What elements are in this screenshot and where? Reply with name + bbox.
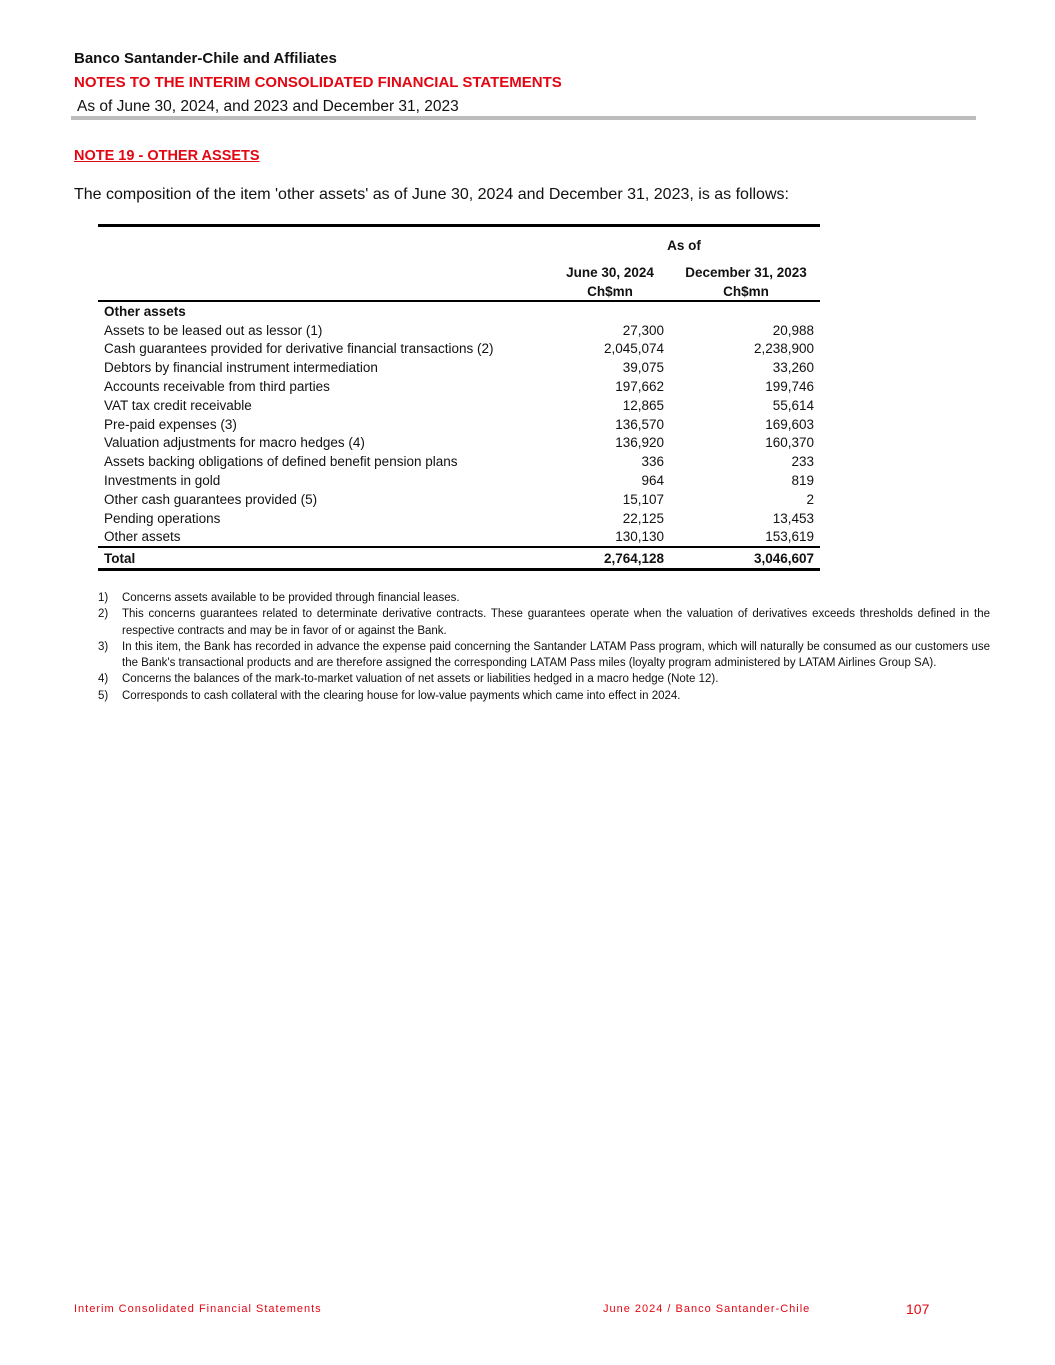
table-row: [98, 396, 820, 415]
row-value-2023: 233: [791, 454, 814, 470]
footnote-text: Corresponds to cash collateral with the clearing house for low-value payments which came into effect in 2024.: [122, 689, 681, 702]
footnote-text: Concerns the balances of the mark-to-market valuation of net assets or liabilities hedged in a macro hedge (Note 12).: [122, 673, 719, 686]
total-label: Total: [104, 550, 136, 566]
row-value-2023: 2: [806, 491, 814, 507]
row-value-2023: 13,453: [772, 510, 814, 526]
company-name: Banco Santander-Chile and Affiliates: [74, 50, 337, 67]
notes-title: NOTES TO THE INTERIM CONSOLIDATED FINANCIAL STATEMENTS: [74, 74, 562, 91]
row-label: Debtors by financial instrument intermediation: [104, 360, 378, 376]
footnote-number: 5): [98, 689, 109, 702]
as-of-label: As of: [667, 238, 701, 253]
footnotes: [98, 590, 990, 704]
row-value-2023: 33,260: [772, 360, 814, 376]
row-value-2023: 199,746: [765, 379, 814, 395]
col1-date: June 30, 2024: [566, 265, 654, 280]
section-row: [98, 302, 820, 321]
total-value-2023: 3,046,607: [753, 550, 814, 566]
table-header: [98, 227, 820, 302]
header-divider: [71, 116, 976, 120]
footnote-item: [98, 639, 990, 672]
row-label: Other cash guarantees provided (5): [104, 491, 318, 507]
row-value-2024: 136,920: [615, 435, 664, 451]
table-row: [98, 340, 820, 359]
footnote-text: Concerns assets available to be provided through financial leases.: [122, 592, 460, 604]
as-of-date: As of June 30, 2024, and 2023 and December 31, 2023: [77, 98, 459, 115]
footnote-text: In this item, the Bank has recorded in advance the expense paid concerning the Santander LATAM Pass program, which will naturally be consumed as our customers use the Bank's transactional products and are therefore assigned the corresponding LATAM Pass miles (loyalty program administered by LATAM Airlines Group SA).: [122, 640, 990, 670]
row-value-2024: 130,130: [615, 529, 664, 545]
row-value-2023: 153,619: [765, 529, 814, 545]
col2-date: December 31, 2023: [685, 265, 807, 280]
row-label: Pre-paid expenses (3): [104, 416, 237, 432]
footer-left: Interim Consolidated Financial Statements: [74, 1303, 322, 1315]
col2-unit: Ch$mn: [723, 284, 769, 299]
page-number: 107: [906, 1301, 930, 1317]
row-value-2024: 15,107: [622, 491, 664, 507]
table-body: [98, 321, 820, 547]
footnote-number: 1): [98, 592, 109, 604]
row-value-2024: 136,570: [615, 416, 664, 432]
total-value-2024: 2,764,128: [603, 550, 664, 566]
table-row: [98, 528, 820, 547]
row-label: Accounts receivable from third parties: [104, 379, 330, 395]
row-value-2023: 55,614: [772, 397, 814, 413]
footnote-item: [98, 590, 990, 606]
row-label: Valuation adjustments for macro hedges (4): [104, 435, 365, 451]
row-label: VAT tax credit receivable: [104, 397, 252, 413]
section-label: Other assets: [104, 303, 186, 319]
footnote-text: This concerns guarantees related to determinate derivative contracts. These guarantees operate when the valuation of derivatives exceeds thresholds defined in the respective contracts and may be in favor of or against the Bank.: [122, 608, 990, 637]
footnote-number: 4): [98, 673, 109, 686]
row-label: Assets backing obligations of defined benefit pension plans: [104, 454, 458, 470]
footnote-item: [98, 688, 990, 704]
row-value-2023: 20,988: [772, 322, 814, 338]
table-row: [98, 415, 820, 434]
table-row: [98, 509, 820, 528]
row-label: Cash guarantees provided for derivative financial transactions (2): [104, 341, 494, 357]
row-value-2023: 169,603: [765, 416, 814, 432]
row-value-2024: 27,300: [622, 322, 664, 338]
table-row: [98, 471, 820, 490]
footer-center: June 2024 / Banco Santander-Chile: [603, 1303, 811, 1315]
row-value-2023: 2,238,900: [753, 341, 814, 357]
row-label: Pending operations: [104, 510, 221, 526]
row-value-2024: 12,865: [622, 397, 664, 413]
footnote-number: 2): [98, 608, 109, 621]
row-label: Assets to be leased out as lessor (1): [104, 322, 323, 338]
other-assets-table: [98, 224, 820, 571]
table-row: [98, 452, 820, 471]
row-value-2024: 197,662: [615, 379, 664, 395]
note-intro: The composition of the item 'other assets' as of June 30, 2024 and December 31, 2023, is as follows:: [74, 186, 789, 203]
col1-unit: Ch$mn: [587, 284, 633, 299]
table-row: [98, 490, 820, 509]
row-label: Other assets: [104, 529, 181, 545]
total-row: [98, 546, 820, 571]
row-value-2023: 819: [791, 473, 814, 489]
table-row: [98, 321, 820, 340]
table-row: [98, 434, 820, 453]
table-row: [98, 377, 820, 396]
row-value-2024: 22,125: [622, 510, 664, 526]
table-row: [98, 358, 820, 377]
note-heading: NOTE 19 - OTHER ASSETS: [74, 148, 260, 164]
row-value-2024: 336: [641, 454, 664, 470]
footnote-number: 3): [98, 640, 109, 653]
footnote-item: [98, 671, 990, 687]
row-value-2023: 160,370: [765, 435, 814, 451]
footnote-item: [98, 606, 990, 639]
row-value-2024: 39,075: [622, 360, 664, 376]
row-label: Investments in gold: [104, 473, 221, 489]
row-value-2024: 2,045,074: [603, 341, 664, 357]
row-value-2024: 964: [641, 473, 664, 489]
